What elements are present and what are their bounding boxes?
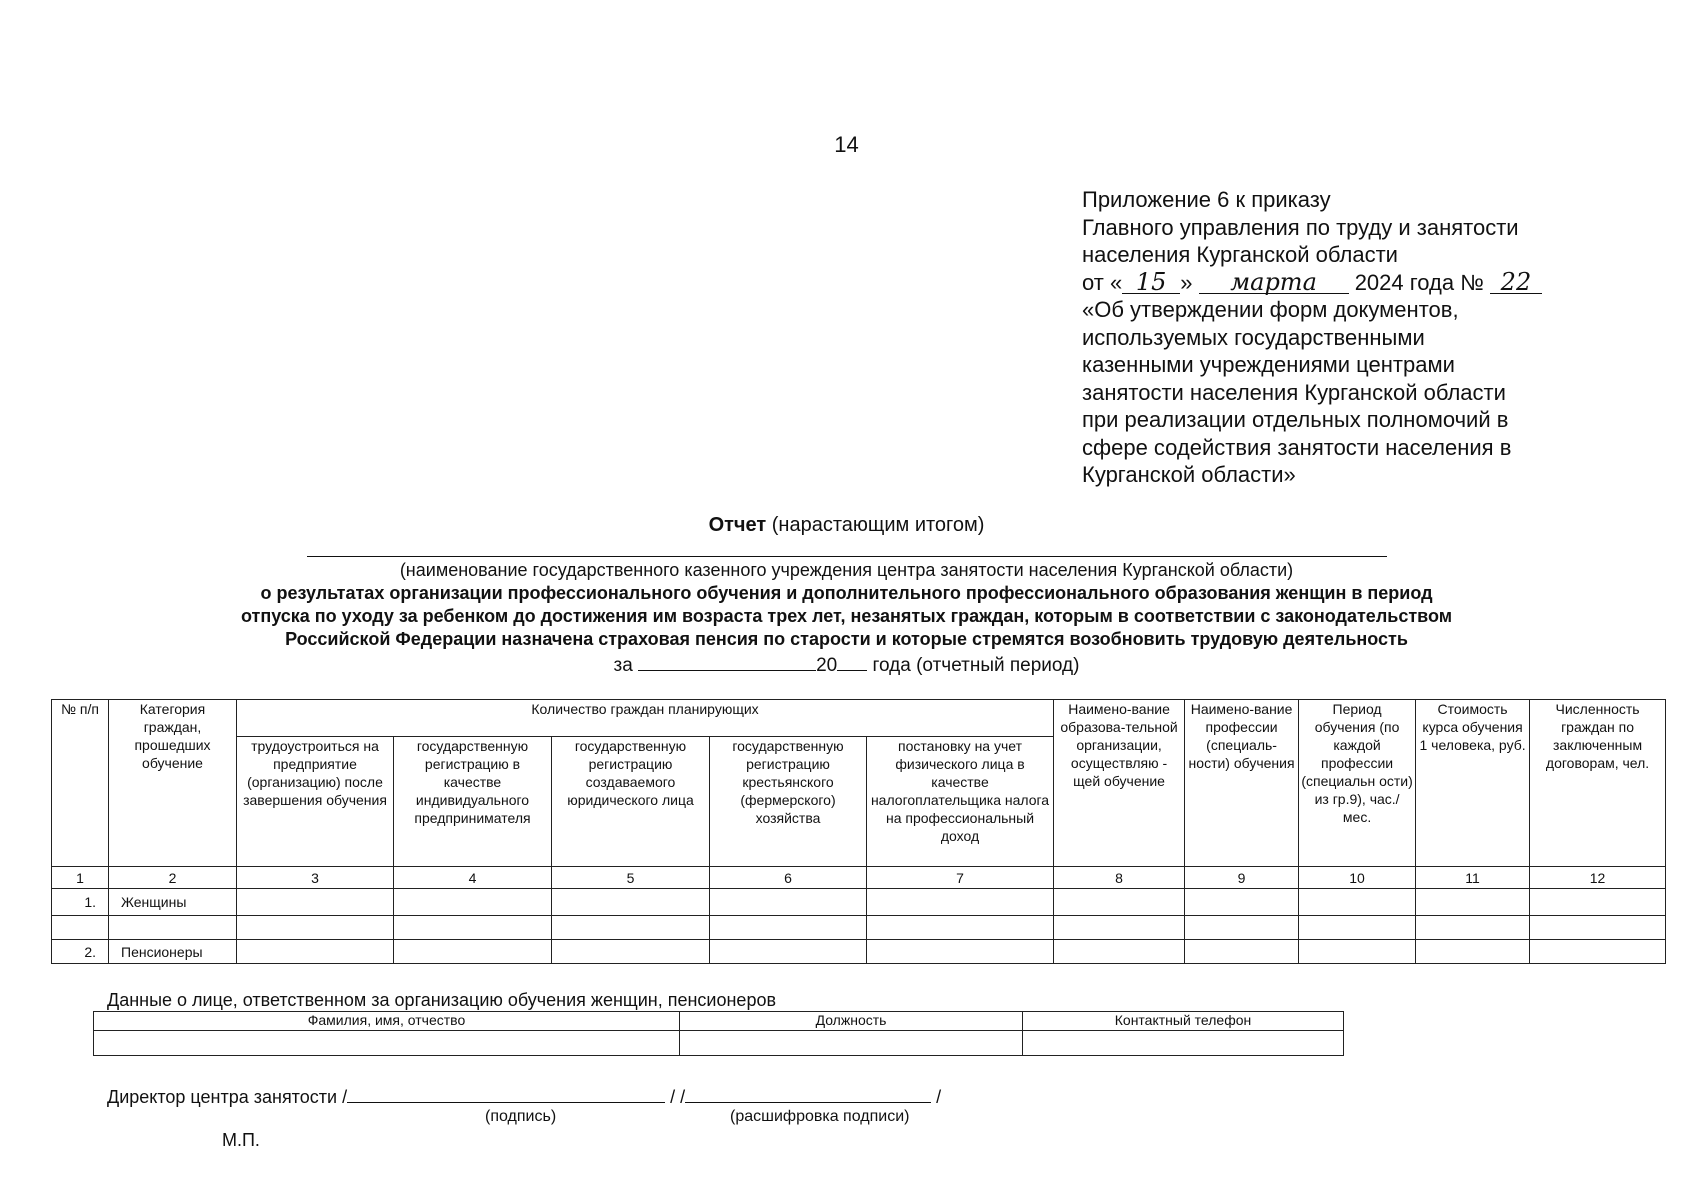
table-cell[interactable]: [867, 916, 1054, 940]
table-cell[interactable]: [1185, 889, 1299, 916]
row-number: [52, 916, 109, 940]
header-phone: Контактный телефон: [1023, 1012, 1344, 1031]
signature-caption: (подпись): [485, 1108, 557, 1125]
header-training-period: Период обучения (по каждой профессии (специальн ости) из гр.9), час./мес.: [1299, 700, 1416, 867]
table-cell[interactable]: [710, 916, 867, 940]
appendix-line: «Об утверждении форм документов,: [1082, 297, 1459, 322]
header-employment: трудоустроиться на предприятие (организацию) после завершения обучения: [237, 737, 394, 867]
phone-cell[interactable]: [1023, 1031, 1344, 1056]
table-cell[interactable]: [867, 889, 1054, 916]
table-cell[interactable]: [1416, 916, 1530, 940]
table-cell[interactable]: [237, 889, 394, 916]
column-number: 8: [1054, 867, 1185, 889]
appendix-line: Курганской области»: [1082, 462, 1296, 487]
header-profession: Наимено-вание профессии (специаль-ности) обучения: [1185, 700, 1299, 867]
responsible-person-caption: Данные о лице, ответственном за организацию обучения женщин, пенсионеров: [107, 990, 777, 1010]
row-category: Женщины: [109, 889, 237, 916]
separator: /: [342, 1087, 348, 1107]
column-number: 9: [1185, 867, 1299, 889]
organization-name-line[interactable]: [307, 556, 1387, 557]
order-date-line: [1082, 269, 1602, 297]
header-position: Должность: [680, 1012, 1023, 1031]
appendix-line: занятости населения Курганской области: [1082, 379, 1506, 405]
header-farm: государственную регистрацию крестьянского (фермерского) хозяйства: [710, 737, 867, 867]
table-cell[interactable]: [394, 940, 552, 964]
appendix-line: казенными учреждениями центрами: [1082, 352, 1455, 377]
header-entrepreneur: государственную регистрацию в качестве индивидуального предпринимателя: [394, 737, 552, 867]
table-cell[interactable]: [1299, 889, 1416, 916]
appendix-line: Главного управления по труду и занятости: [1082, 214, 1519, 240]
handwritten-order-number: 22: [1490, 271, 1542, 294]
table-cell[interactable]: [394, 916, 552, 940]
column-number: 10: [1299, 867, 1416, 889]
table-cell[interactable]: [1185, 916, 1299, 940]
column-number: 4: [394, 867, 552, 889]
table-cell[interactable]: [1416, 940, 1530, 964]
table-cell[interactable]: [552, 940, 710, 964]
table-cell[interactable]: [1530, 889, 1666, 916]
table-cell[interactable]: [1299, 916, 1416, 940]
report-title: [0, 514, 1693, 537]
table-row: [52, 940, 1666, 964]
separator: /: [936, 1087, 942, 1107]
appendix-line: сфере содействия занятости населения в: [1082, 434, 1512, 460]
table-cell[interactable]: [1054, 916, 1185, 940]
period-blank[interactable]: [638, 652, 816, 671]
table-cell[interactable]: [237, 940, 394, 964]
table-cell[interactable]: [1054, 889, 1185, 916]
signature-blank[interactable]: [347, 1084, 665, 1103]
subject-line: Российской Федерации назначена страховая пенсия по старости и которые стремятся возобновить трудовую деятельность: [285, 629, 1408, 649]
table-cell[interactable]: [394, 889, 552, 916]
date-prefix: от «: [1082, 269, 1123, 295]
period-year: 20: [816, 655, 838, 676]
director-signature-line: [107, 1084, 941, 1108]
header-self-employed: постановку на учет физического лица в качестве налогоплательщика налога на профессиональный доход: [867, 737, 1054, 867]
table-row: [52, 889, 1666, 916]
header-group-planning: Количество граждан планирующих: [237, 700, 1054, 737]
separator: / /: [670, 1087, 686, 1107]
appendix-block: [1082, 186, 1602, 489]
row-category: Пенсионеры: [109, 940, 237, 964]
table-cell[interactable]: [710, 889, 867, 916]
table-cell[interactable]: [867, 940, 1054, 964]
handwritten-day: 15: [1122, 271, 1180, 294]
subject-line: отпуска по уходу за ребенком до достижения им возраста трех лет, незанятых граждан, которым в соответствии с законодательством: [240, 606, 1453, 626]
header-full-name: Фамилия, имя, отчество: [94, 1012, 680, 1031]
organization-caption: (наименование государственного казенного учреждения центра занятости населения Курганской области): [399, 560, 1294, 580]
report-title-rest: (нарастающим итогом): [771, 514, 985, 536]
column-number: 6: [710, 867, 867, 889]
appendix-line: Приложение 6 к приказу: [1082, 187, 1331, 212]
director-label: Директор центра занятости: [107, 1087, 338, 1107]
column-number: 1: [52, 867, 109, 889]
appendix-line: используемых государственными: [1082, 324, 1425, 350]
table-cell[interactable]: [552, 916, 710, 940]
row-category: [109, 916, 237, 940]
column-number: 5: [552, 867, 710, 889]
date-mid: »: [1180, 269, 1193, 295]
header-course-cost: Стоимость курса обучения 1 человека, руб.: [1416, 700, 1530, 867]
table-cell[interactable]: [237, 916, 394, 940]
name-blank[interactable]: [685, 1084, 931, 1103]
stamp-place: М.П.: [222, 1130, 260, 1150]
reporting-period: [0, 652, 1693, 677]
column-number: 3: [237, 867, 394, 889]
table-cell[interactable]: [552, 889, 710, 916]
column-number: 12: [1530, 867, 1666, 889]
responsible-person-table: [93, 1011, 1344, 1056]
name-caption: (расшифровка подписи): [730, 1108, 910, 1125]
table-cell[interactable]: [710, 940, 867, 964]
period-prefix: за: [613, 655, 633, 676]
table-row: [52, 916, 1666, 940]
year-blank[interactable]: [837, 652, 867, 671]
main-report-table: [51, 699, 1666, 964]
table-cell[interactable]: [1185, 940, 1299, 964]
full-name-cell[interactable]: [94, 1031, 680, 1056]
row-number: 2.: [52, 940, 109, 964]
subject-line: о результатах организации профессионального обучения и дополнительного профессионального образования женщин в период: [260, 583, 1433, 603]
page-number: 14: [834, 132, 859, 157]
report-subject: [0, 582, 1693, 651]
table-cell[interactable]: [1530, 940, 1666, 964]
table-row: [94, 1031, 1344, 1056]
header-category: Категория граждан, прошедших обучение: [109, 700, 237, 867]
table-cell[interactable]: [1416, 889, 1530, 916]
column-number: 7: [867, 867, 1054, 889]
header-number: № п/п: [52, 700, 109, 867]
appendix-line: при реализации отдельных полномочий в: [1082, 407, 1509, 432]
header-education-org: Наимено-вание образова-тельной организации, осуществляю - щей обучение: [1054, 700, 1185, 867]
report-title-bold: Отчет: [708, 514, 767, 536]
date-year: 2024 года №: [1354, 269, 1484, 295]
handwritten-month: марта: [1199, 271, 1349, 294]
header-legal-entity: государственную регистрацию создаваемого юридического лица: [552, 737, 710, 867]
row-number: 1.: [52, 889, 109, 916]
position-cell[interactable]: [680, 1031, 1023, 1056]
column-number: 2: [109, 867, 237, 889]
column-number: 11: [1416, 867, 1530, 889]
header-contracts-count: Численность граждан по заключенным договорам, чел.: [1530, 700, 1666, 867]
table-cell[interactable]: [1299, 940, 1416, 964]
table-cell[interactable]: [1054, 940, 1185, 964]
table-cell[interactable]: [1530, 916, 1666, 940]
appendix-line: населения Курганской области: [1082, 242, 1398, 267]
period-suffix: года (отчетный период): [872, 655, 1080, 676]
